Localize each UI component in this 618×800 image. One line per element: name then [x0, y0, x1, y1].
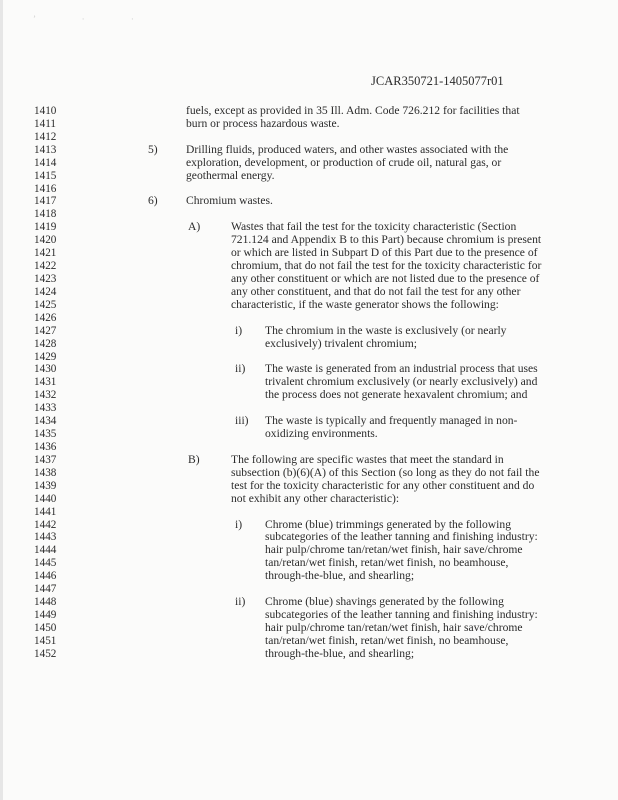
line-number: 1415 — [34, 169, 57, 182]
line-text: subcategories of the leather tanning and finishing industry: — [265, 530, 538, 544]
line-number: 1440 — [34, 492, 57, 505]
line-number: 1411 — [34, 117, 56, 130]
line-number: 1434 — [34, 415, 57, 428]
text-line — [3, 635, 618, 648]
line-text: subsection (b)(6)(A) of this Section (so long as they do not fail the — [231, 465, 540, 479]
line-number: 1448 — [34, 596, 57, 609]
item-label: B) — [188, 452, 200, 466]
line-number: 1425 — [34, 298, 57, 311]
text-line — [3, 144, 618, 157]
text-line — [3, 622, 618, 635]
item-label: i) — [235, 323, 243, 337]
text-line — [3, 648, 618, 661]
line-number: 1450 — [34, 621, 57, 634]
text-line — [3, 170, 618, 183]
line-number: 1414 — [34, 156, 57, 169]
line-text: The waste is typically and frequently managed in non- — [265, 414, 518, 428]
line-text: The following are specific wastes that meet the standard in — [231, 452, 504, 466]
numbered-lines — [3, 105, 618, 661]
text-line — [3, 609, 618, 622]
line-text: geothermal energy. — [186, 168, 275, 182]
line-number: 1422 — [34, 260, 57, 273]
line-text: Wastes that fail the test for the toxicity characteristic (Section — [231, 220, 517, 234]
text-line — [3, 338, 618, 351]
line-text: hair pulp/chrome tan/retan/wet finish, hair save/chrome — [265, 620, 523, 634]
line-number: 1449 — [34, 608, 57, 621]
line-number: 1443 — [34, 531, 57, 544]
text-line — [3, 157, 618, 170]
line-number: 1412 — [34, 130, 57, 143]
line-number: 1446 — [34, 570, 57, 583]
line-number: 1432 — [34, 389, 57, 402]
item-label: iii) — [235, 414, 249, 428]
line-number: 1417 — [34, 195, 57, 208]
line-text: subcategories of the leather tanning and finishing industry: — [265, 607, 538, 621]
line-text: fuels, except as provided in 35 Ill. Adm. Code 726.212 for facilities that — [186, 104, 520, 117]
line-number: 1418 — [34, 208, 57, 221]
line-text: the process does not generate hexavalent chromium; and — [265, 388, 528, 402]
line-number: 1410 — [34, 105, 57, 117]
text-line — [3, 312, 618, 325]
line-number: 1424 — [34, 285, 57, 298]
document-id: JCAR350721-1405077r01 — [371, 74, 504, 88]
line-text: Chromium wastes. — [186, 194, 273, 208]
line-number: 1420 — [34, 234, 57, 247]
text-line — [3, 570, 618, 583]
item-label: 6) — [148, 194, 158, 208]
item-label: i) — [235, 517, 243, 531]
text-line — [3, 286, 618, 299]
line-number: 1419 — [34, 221, 57, 234]
text-line — [3, 105, 618, 118]
text-line — [3, 299, 618, 312]
line-number: 1431 — [34, 376, 57, 389]
line-number: 1451 — [34, 634, 57, 647]
text-line — [3, 454, 618, 467]
line-text: The waste is generated from an industrial process that uses — [265, 362, 538, 376]
text-line — [3, 428, 618, 441]
line-number: 1423 — [34, 272, 57, 285]
line-text: Drilling fluids, produced waters, and other wastes associated with the — [186, 142, 509, 156]
line-text: 721.124 and Appendix B to this Part) because chromium is present — [231, 233, 542, 247]
text-line — [3, 596, 618, 609]
line-text: through-the-blue, and shearling; — [265, 569, 415, 583]
line-text: oxidizing environments. — [265, 427, 378, 441]
line-text: not exhibit any other characteristic): — [231, 491, 400, 505]
line-text: any other constituent or which are not listed due to the presence of — [231, 271, 540, 285]
line-number: 1439 — [34, 479, 57, 492]
line-text: tan/retan/wet finish, retan/wet finish, no beamhouse, — [265, 556, 509, 570]
text-line — [3, 389, 618, 402]
line-number: 1437 — [34, 453, 57, 466]
line-number: 1438 — [34, 466, 57, 479]
text-line — [3, 480, 618, 493]
line-text: exclusively) trivalent chromium; — [265, 336, 417, 350]
item-label: 5) — [148, 142, 158, 156]
text-line — [3, 118, 618, 131]
text-line — [3, 506, 618, 519]
line-number: 1416 — [34, 182, 57, 195]
line-number: 1447 — [34, 583, 57, 596]
line-text: test for the toxicity characteristic for any other constituent and do — [231, 478, 535, 492]
line-text: burn or process hazardous waste. — [186, 116, 340, 130]
line-text: Chrome (blue) trimmings generated by the following — [265, 517, 511, 531]
text-line — [3, 273, 618, 286]
line-text: The chromium in the waste is exclusively (or nearly — [265, 323, 507, 337]
text-line — [3, 325, 618, 338]
line-text: any other constituent, and that do not fail the test for any other — [231, 284, 521, 298]
line-text: trivalent chromium exclusively (or nearly exclusively) and — [265, 375, 538, 389]
line-text: Chrome (blue) shavings generated by the following — [265, 595, 504, 609]
line-number: 1413 — [34, 143, 57, 156]
line-number: 1421 — [34, 247, 57, 260]
line-text: chromium, that do not fail the test for the toxicity characteristic for — [231, 259, 542, 273]
line-text: tan/retan/wet finish, retan/wet finish, no beamhouse, — [265, 633, 509, 647]
line-text: through-the-blue, and shearling; — [265, 646, 415, 660]
item-label: A) — [188, 220, 201, 234]
line-number: 1426 — [34, 311, 57, 324]
item-label: ii) — [235, 362, 246, 376]
line-text: or which are listed in Subpart D of this Part due to the presence of — [231, 246, 538, 260]
line-number: 1441 — [34, 505, 57, 518]
text-line — [3, 441, 618, 454]
text-line — [3, 467, 618, 480]
item-label: ii) — [235, 595, 246, 609]
line-number: 1445 — [34, 557, 57, 570]
text-line — [3, 195, 618, 208]
text-line — [3, 131, 618, 144]
scan-artifact: ’ · · — [33, 14, 156, 24]
line-number: 1428 — [34, 337, 57, 350]
line-number: 1436 — [34, 440, 57, 453]
line-number: 1430 — [34, 363, 57, 376]
text-line — [3, 183, 618, 196]
line-number: 1444 — [34, 544, 57, 557]
text-line — [3, 493, 618, 506]
line-number: 1429 — [34, 350, 57, 363]
line-number: 1427 — [34, 324, 57, 337]
line-number: 1452 — [34, 647, 57, 660]
line-text: exploration, development, or production of crude oil, natural gas, or — [186, 155, 502, 169]
line-number: 1433 — [34, 402, 57, 415]
line-number: 1442 — [34, 518, 57, 531]
line-text: hair pulp/chrome tan/retan/wet finish, hair save/chrome — [265, 543, 523, 557]
line-text: characteristic, if the waste generator shows the following: — [231, 297, 499, 311]
line-number: 1435 — [34, 428, 57, 441]
